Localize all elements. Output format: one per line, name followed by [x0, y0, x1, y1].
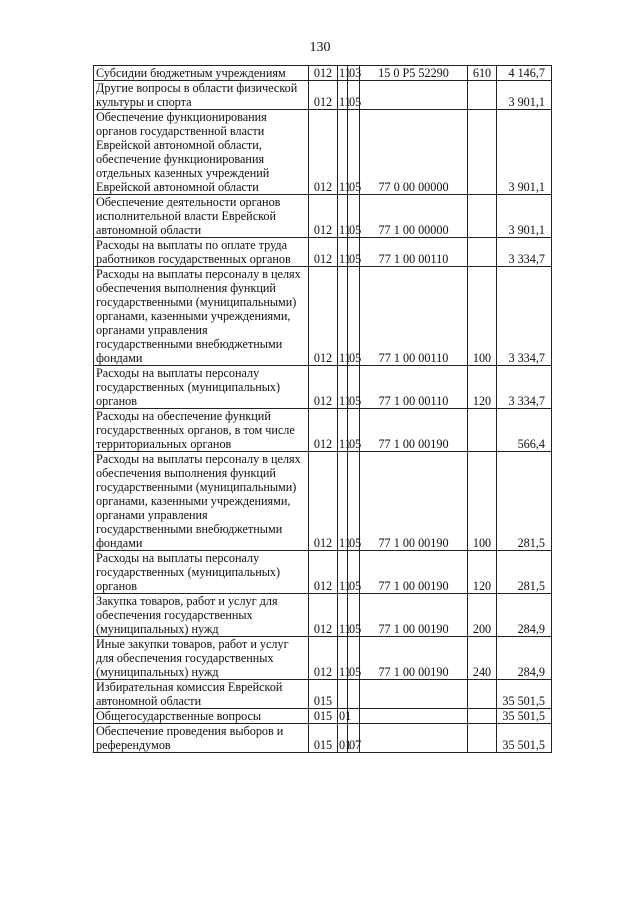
target-article-code: 77 1 00 00190	[360, 637, 468, 680]
table-row	[94, 66, 552, 81]
target-article-code: 77 1 00 00110	[360, 238, 468, 267]
subsection-code: 05	[348, 238, 360, 267]
table-row	[94, 709, 552, 724]
amount: 3 334,7	[497, 366, 552, 409]
target-article-code	[360, 680, 468, 709]
amount: 3 334,7	[497, 238, 552, 267]
expense-type-code	[468, 724, 497, 753]
expense-type-code: 200	[468, 594, 497, 637]
section-code: 11	[338, 238, 348, 267]
table-row	[94, 366, 552, 409]
table-row	[94, 238, 552, 267]
amount: 4 146,7	[497, 66, 552, 81]
target-article-code	[360, 81, 468, 110]
amount: 35 501,5	[497, 709, 552, 724]
target-article-code: 77 1 00 00190	[360, 409, 468, 452]
subsection-code: 05	[348, 267, 360, 366]
target-article-code: 77 1 00 00190	[360, 551, 468, 594]
section-code: 11	[338, 267, 348, 366]
row-name: Расходы на выплаты персоналу в целях обеспечения выполнения функций государственными (муниципальными) органами, казенными учреждениями, органами управления государственными внебюджетными фондами	[94, 452, 309, 551]
ministry-code: 012	[309, 81, 338, 110]
subsection-code	[348, 680, 360, 709]
subsection-code: 05	[348, 409, 360, 452]
expense-type-code: 120	[468, 551, 497, 594]
row-name: Общегосударственные вопросы	[94, 709, 309, 724]
expense-type-code	[468, 680, 497, 709]
ministry-code: 012	[309, 110, 338, 195]
subsection-code: 05	[348, 637, 360, 680]
target-article-code: 77 0 00 00000	[360, 110, 468, 195]
section-code: 11	[338, 551, 348, 594]
ministry-code: 012	[309, 267, 338, 366]
subsection-code: 07	[348, 724, 360, 753]
section-code: 11	[338, 81, 348, 110]
amount: 3 901,1	[497, 195, 552, 238]
target-article-code	[360, 724, 468, 753]
target-article-code: 77 1 00 00190	[360, 452, 468, 551]
subsection-code: 05	[348, 452, 360, 551]
subsection-code: 05	[348, 195, 360, 238]
section-code	[338, 680, 348, 709]
expense-type-code: 100	[468, 452, 497, 551]
row-name: Закупка товаров, работ и услуг для обеспечения государственных (муниципальных) нужд	[94, 594, 309, 637]
table-row	[94, 81, 552, 110]
row-name: Другие вопросы в области физической культуры и спорта	[94, 81, 309, 110]
section-code: 11	[338, 594, 348, 637]
row-name: Расходы на выплаты персоналу государственных (муниципальных) органов	[94, 551, 309, 594]
expense-type-code	[468, 110, 497, 195]
expense-type-code	[468, 195, 497, 238]
page-number: 130	[309, 40, 331, 55]
ministry-code: 012	[309, 551, 338, 594]
section-code: 11	[338, 637, 348, 680]
table-row	[94, 195, 552, 238]
ministry-code: 012	[309, 409, 338, 452]
target-article-code: 15 0 P5 52290	[360, 66, 468, 81]
target-article-code: 77 1 00 00190	[360, 594, 468, 637]
ministry-code: 015	[309, 709, 338, 724]
expense-type-code	[468, 409, 497, 452]
subsection-code: 05	[348, 366, 360, 409]
ministry-code: 012	[309, 637, 338, 680]
section-code: 11	[338, 110, 348, 195]
section-code: 11	[338, 366, 348, 409]
section-code: 11	[339, 66, 351, 80]
expense-type-code	[468, 709, 497, 724]
row-name: Иные закупки товаров, работ и услуг для обеспечения государственных (муниципальных) нужд	[94, 637, 309, 680]
table-row	[94, 110, 552, 195]
table-row	[94, 637, 552, 680]
expense-type-code	[468, 238, 497, 267]
section-code: 11	[338, 195, 348, 238]
expense-type-code: 610	[468, 66, 497, 81]
section-code: 01	[339, 709, 352, 723]
target-article-code	[360, 709, 468, 724]
ministry-code: 012	[309, 195, 338, 238]
row-name: Обеспечение деятельности органов исполнительной власти Еврейской автономной области	[94, 195, 309, 238]
amount: 284,9	[497, 594, 552, 637]
subsection-code: 05	[348, 594, 360, 637]
section-code: 11	[338, 409, 348, 452]
subsection-code: 05	[348, 551, 360, 594]
subsection-code: 05	[348, 81, 360, 110]
table-row	[94, 594, 552, 637]
target-article-code: 77 1 00 00110	[360, 366, 468, 409]
amount: 3 901,1	[497, 110, 552, 195]
expense-type-code: 120	[468, 366, 497, 409]
subsection-code: 05	[348, 110, 360, 195]
row-name: Расходы на выплаты персоналу государственных (муниципальных) органов	[94, 366, 309, 409]
row-name: Обеспечение функционирования органов государственной власти Еврейской автономной области, обеспечение функционирования отдельных казенных учреждений Еврейской автономной области	[94, 110, 309, 195]
amount: 566,4	[497, 409, 552, 452]
row-name: Обеспечение проведения выборов и референдумов	[94, 724, 309, 753]
expense-type-code: 240	[468, 637, 497, 680]
amount: 35 501,5	[497, 680, 552, 709]
amount: 281,5	[497, 551, 552, 594]
target-article-code: 77 1 00 00000	[360, 195, 468, 238]
ministry-code: 015	[309, 680, 338, 709]
ministry-code: 012	[309, 66, 338, 81]
target-article-code: 77 1 00 00110	[360, 267, 468, 366]
row-name: Расходы на выплаты по оплате труда работников государственных органов	[94, 238, 309, 267]
table-row	[94, 724, 552, 753]
table-row	[94, 680, 552, 709]
ministry-code: 015	[309, 724, 338, 753]
row-name: Субсидии бюджетным учреждениям	[94, 66, 309, 81]
expense-type-code: 100	[468, 267, 497, 366]
table-row	[94, 452, 552, 551]
amount: 281,5	[497, 452, 552, 551]
table-row	[94, 409, 552, 452]
subsection-code: 03	[349, 66, 362, 80]
ministry-code: 012	[309, 238, 338, 267]
amount: 3 334,7	[497, 267, 552, 366]
budget-table	[93, 65, 552, 753]
ministry-code: 012	[309, 366, 338, 409]
table-row	[94, 551, 552, 594]
ministry-code: 012	[309, 594, 338, 637]
row-name: Расходы на выплаты персоналу в целях обеспечения выполнения функций государственными (муниципальными) органами, казенными учреждениями, органами управления государственными внебюджетными фондами	[94, 267, 309, 366]
section-code: 11	[338, 452, 348, 551]
row-name: Расходы на обеспечение функций государственных органов, в том числе территориальных органов	[94, 409, 309, 452]
amount: 35 501,5	[497, 724, 552, 753]
section-code: 01	[338, 724, 348, 753]
table-row	[94, 267, 552, 366]
row-name: Избирательная комиссия Еврейской автономной области	[94, 680, 309, 709]
amount: 284,9	[497, 637, 552, 680]
amount: 3 901,1	[497, 81, 552, 110]
ministry-code: 012	[309, 452, 338, 551]
expense-type-code	[468, 81, 497, 110]
